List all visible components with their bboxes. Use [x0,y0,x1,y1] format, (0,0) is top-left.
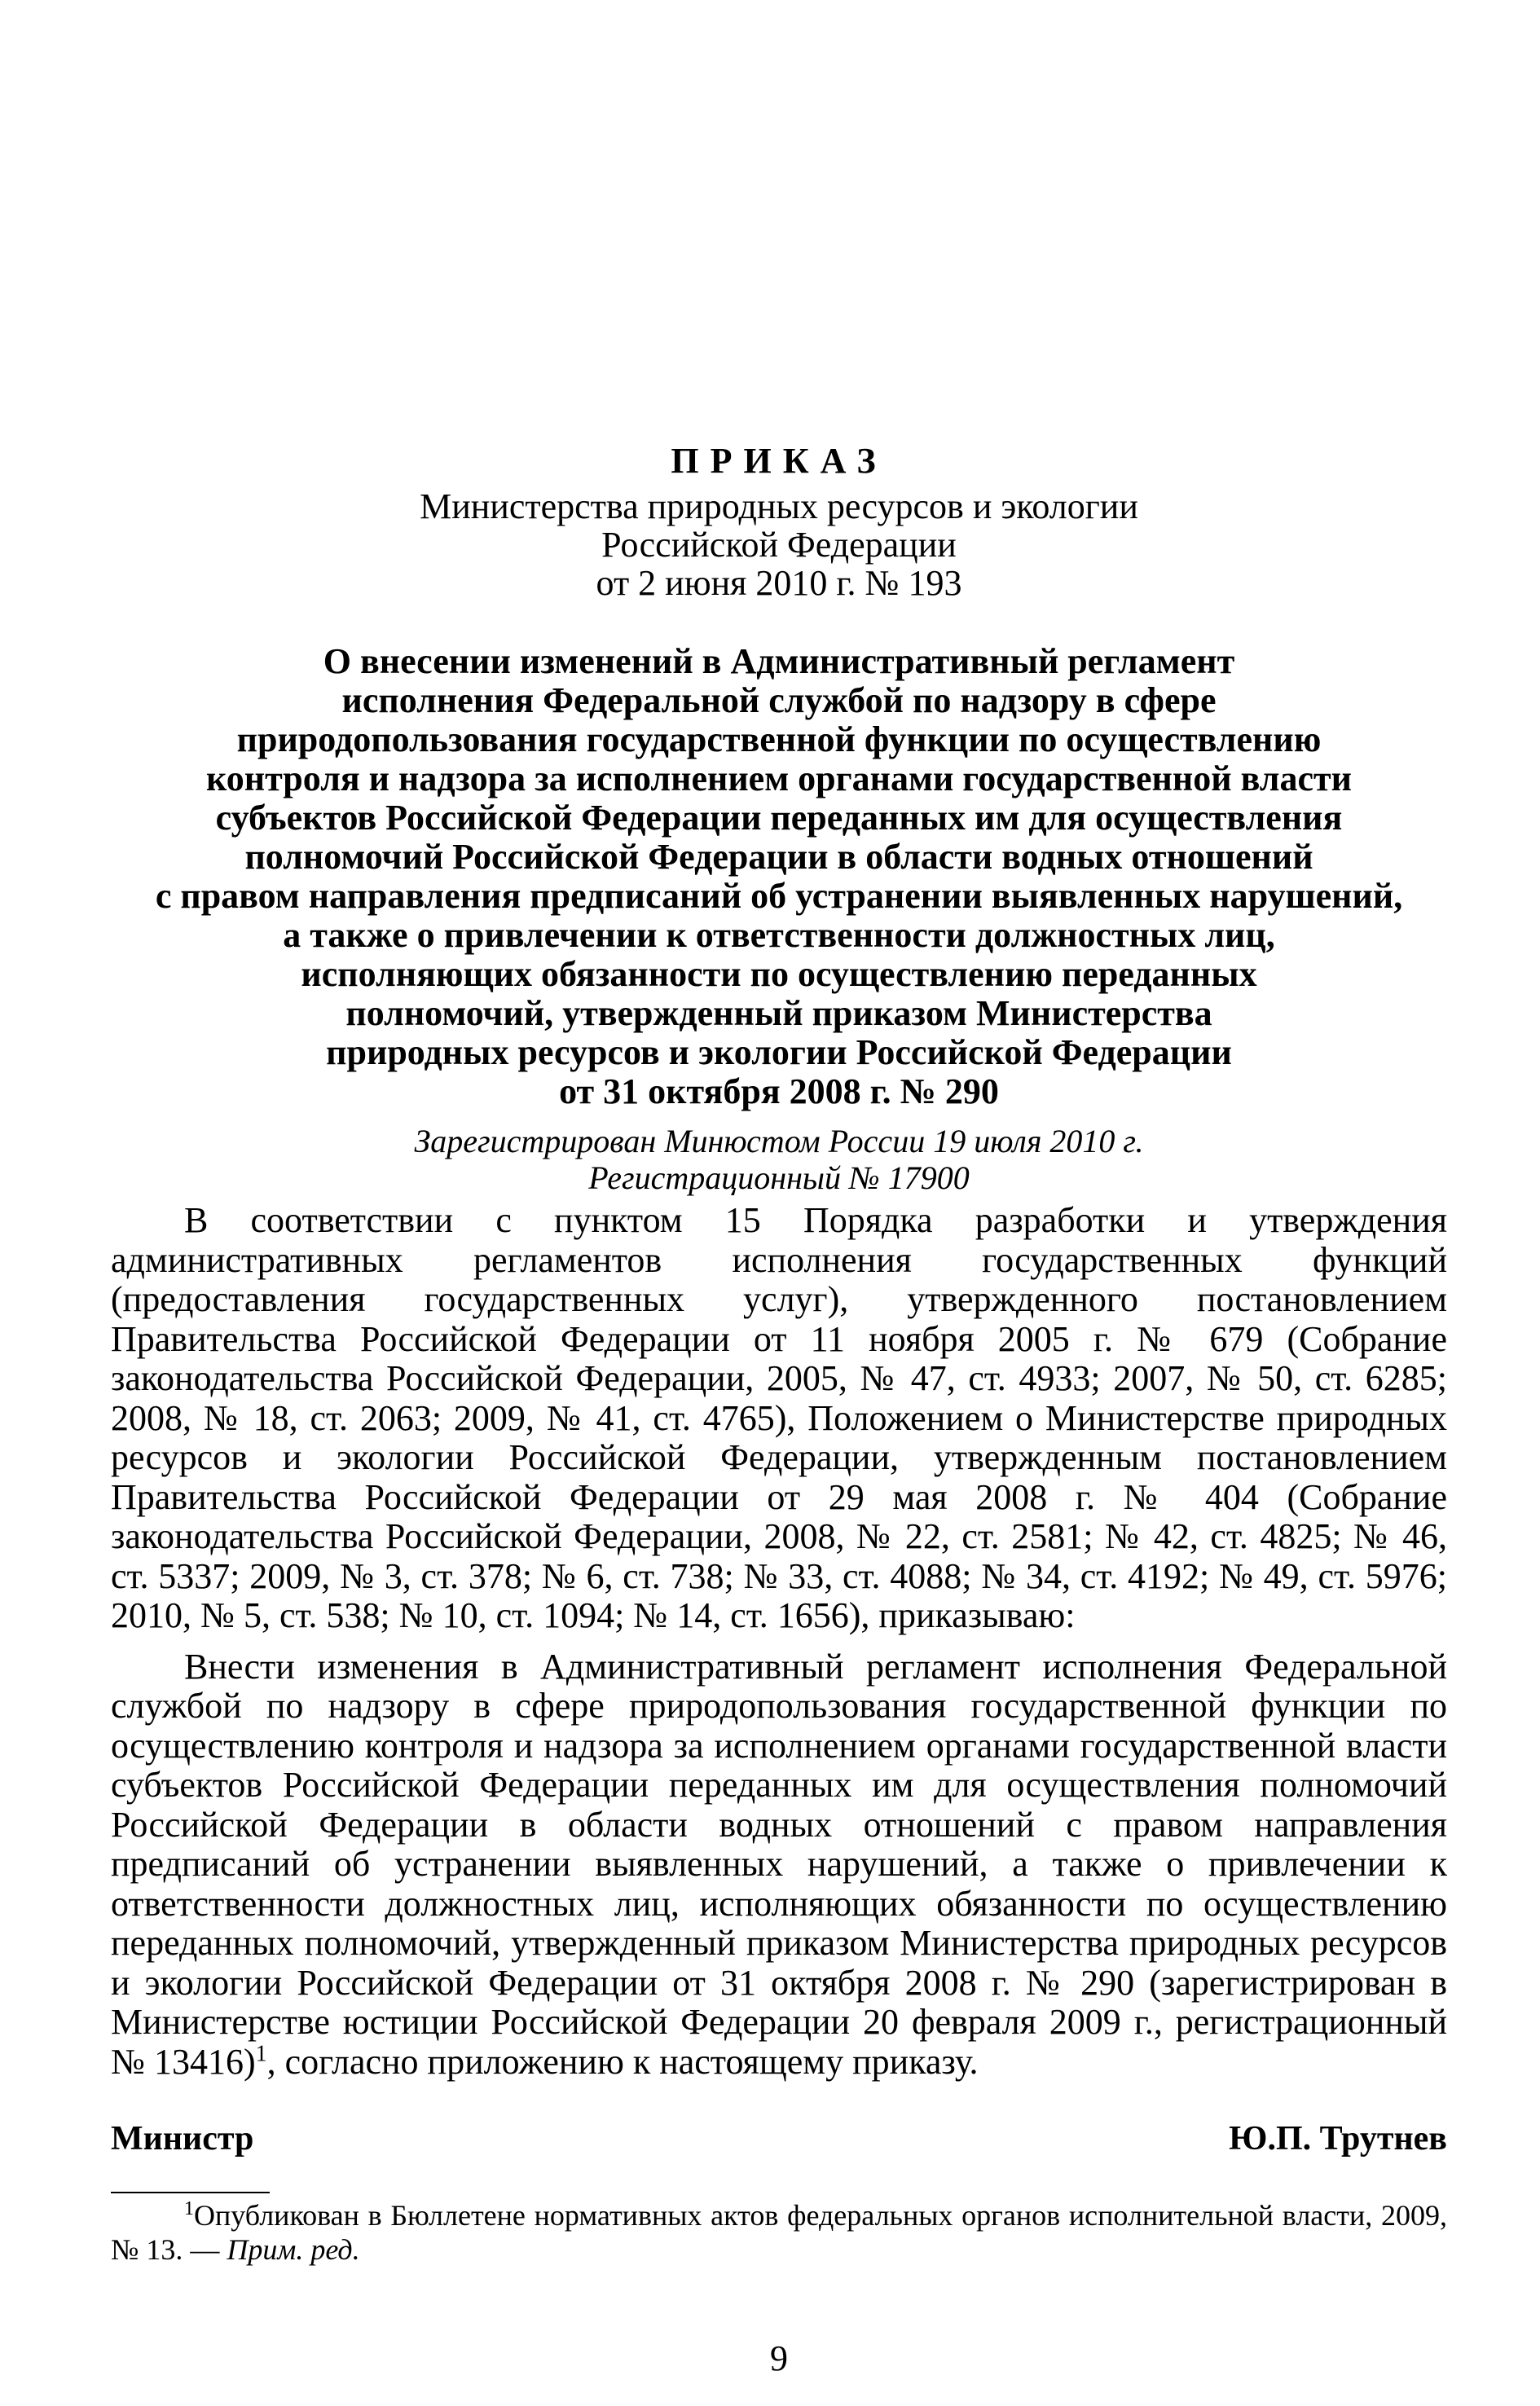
footnote-mark: 1 [184,2198,194,2219]
subject-line: природопользования государственной функции по осуществлению [236,719,1322,759]
issuer-block [111,487,1447,602]
subject-line: О внесении изменений в Административный регламент [323,641,1235,681]
body-paragraph-text: , согласно приложению к настоящему приказу. [266,2041,979,2082]
document-title: ПРИКАЗ [671,441,887,481]
page-number: 9 [770,2338,788,2378]
footnote [111,2198,1447,2267]
subject-line: субъектов Российской Федерации переданных им для осуществления [215,798,1343,838]
registration-number: Регистрационный № 17900 [588,1159,970,1196]
document-page [111,0,1447,2406]
subject-line: полномочий Российской Федерации в области водных отношений [244,837,1313,877]
footnote-body: Опубликован в Бюллетене нормативных актов федеральных органов исполнительной власти, 2009, № 13. — [111,2199,1447,2266]
body-paragraph-text: Внести изменения в Административный регламент исполнения Федеральной службой по надзору в сфере природопользования государственной функции по осуществлению контроля и надзора за исполнением органами государственной власти субъектов Российской Федерации переданных им для осуществления полномочий Российской Федерации в области водных отношений с правом направления предписаний об устранении выявленных нарушений, а также о привлечении к ответственности должностных лиц, исполняющих обязанности по осуществлению переданных полномочий, утвержденный приказом Министерства природных ресурсов и экологии Российской Федерации от 31 октября 2008 г. № 290 (зарегистрирован в Министерстве юстиции Российской Федерации 20 февраля 2009 г., регистрационный № 13416) [111,1646,1447,2082]
order-subject [111,642,1447,1111]
document-body [111,1201,1447,2082]
registration-line: Зарегистрирован Минюстом России 19 июля 2010 г. [414,1123,1144,1159]
subject-line: а также о привлечении к ответственности должностных лиц, [283,915,1275,955]
subject-line: исполняющих обязанности по осуществлению переданных [301,954,1257,994]
footnote-divider [111,2192,270,2193]
issuer-line: Российской Федерации [601,525,957,565]
footnote-reference: 1 [255,2040,267,2066]
body-paragraph: В соответствии с пунктом 15 Порядка разработки и утверждения административных регламентов исполнения государственных функций (предоставления государственных услуг), утвержденного постановлением Правительства Российской Федерации от 11 ноября 2005 г. № 679 (Собрание законодательства Российской Федерации, 2005, № 47, ст. 4933; 2007, № 50, ст. 6285; 2008, № 18, ст. 2063; 2009, № 41, ст. 4765), Положением о Министерстве природных ресурсов и экологии Российской Федерации, утвержденным постановлением Правительства Российской Федерации от 29 мая 2008 г. № 404 (Собрание законодательства Российской Федерации, 2008, № 22, ст. 2581; № 42, ст. 4825; № 46, ст. 5337; 2009, № 3, ст. 378; № 6, ст. 738; № 33, ст. 4088; № 34, ст. 4192; № 49, ст. 5976; 2010, № 5, ст. 538; № 10, ст. 1094; № 14, ст. 1656), приказываю: [111,1200,1447,1635]
body-paragraph [111,1647,1447,2083]
order-date-number: от 2 июня 2010 г. № 193 [596,563,962,603]
signature-block [111,2118,1447,2159]
issuer-line: Министерства природных ресурсов и экологии [420,486,1138,526]
signatory-position: Министр [111,2120,254,2157]
subject-line: природных ресурсов и экологии Российской Федерации [326,1032,1232,1072]
signatory-name: Ю.П. Трутнев [1229,2120,1447,2157]
subject-line: исполнения Федеральной службой по надзору в сфере [341,680,1217,720]
editor-note: Прим. ред. [227,2233,360,2266]
footnote-text [111,2198,1447,2267]
subject-line: с правом направления предписаний об устранении выявленных нарушений, [155,876,1403,916]
registration-note [111,1123,1447,1196]
subject-line: контроля и надзора за исполнением органами государственной власти [206,759,1352,798]
subject-line: от 31 октября 2008 г. № 290 [559,1071,999,1111]
subject-line: полномочий, утвержденный приказом Министерства [345,993,1212,1033]
